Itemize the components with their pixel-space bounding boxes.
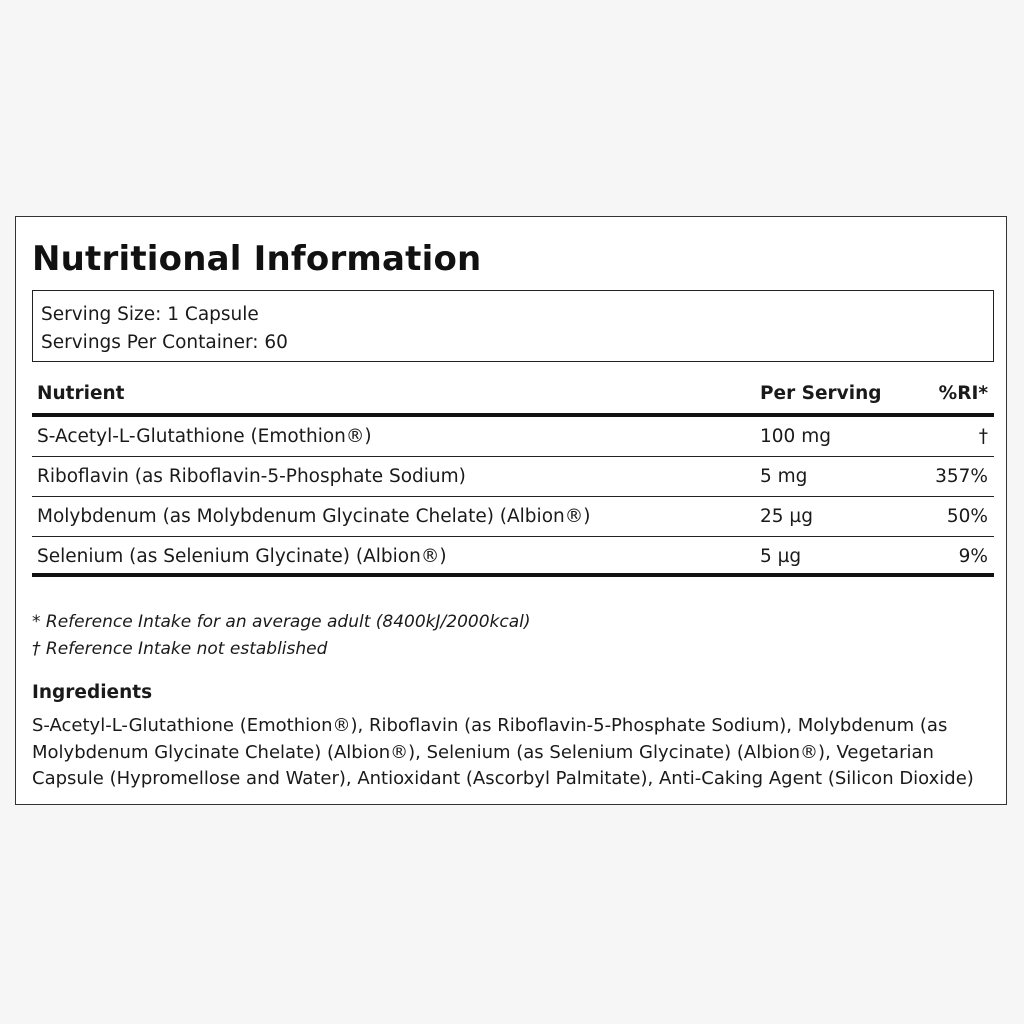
footnote-reference-intake: * Reference Intake for an average adult (8400kJ/2000kcal): [32, 612, 531, 632]
serving-size: Serving Size: 1 Capsule: [41, 304, 259, 325]
table-row: [32, 497, 994, 537]
table-row: [32, 537, 994, 577]
header-ri: %RI*: [938, 383, 988, 404]
footnote-not-established: † Reference Intake not established: [32, 639, 328, 659]
nutrient-per-serving: 5 µg: [760, 546, 802, 567]
header-nutrient: Nutrient: [37, 383, 125, 404]
nutrient-ri: 357%: [935, 466, 988, 487]
table-row: [32, 417, 994, 457]
nutrient-ri: 9%: [958, 546, 988, 567]
header-per-serving: Per Serving: [760, 383, 882, 404]
nutrient-name: Selenium (as Selenium Glycinate) (Albion®): [37, 546, 447, 567]
nutrient-per-serving: 100 mg: [760, 426, 831, 447]
nutrient-per-serving: 5 mg: [760, 466, 808, 487]
ingredients-text: S-Acetyl-L-Glutathione (Emothion®), Riboflavin (as Riboflavin-5-Phosphate Sodium), Molybdenum (as Molybdenum Glycinate Chelate) (Albion®), Selenium (as Selenium Glycinate) (Albion®), Vegetarian Capsule (Hypromellose and Water), Antioxidant (Ascorbyl Palmitate), Anti-Caking Agent (Silicon Dioxide): [32, 715, 974, 789]
nutrient-name: S-Acetyl-L-Glutathione (Emothion®): [37, 426, 372, 447]
footnotes: [32, 609, 531, 663]
nutrient-per-serving: 25 µg: [760, 506, 813, 527]
nutrient-table: [32, 375, 994, 577]
nutrient-ri: †: [978, 426, 988, 447]
table-header-row: [32, 375, 994, 417]
nutrition-panel: [15, 216, 1007, 805]
ingredients-heading: Ingredients: [32, 682, 153, 703]
servings-per-container: Servings Per Container: 60: [41, 332, 288, 353]
nutrient-ri: 50%: [946, 506, 988, 527]
nutrient-name: Molybdenum (as Molybdenum Glycinate Chelate) (Albion®): [37, 506, 591, 527]
serving-info-box: [32, 290, 994, 362]
table-row: [32, 457, 994, 497]
panel-title: Nutritional Information: [32, 239, 482, 279]
nutrient-name: Riboflavin (as Riboflavin-5-Phosphate Sodium): [37, 466, 466, 487]
